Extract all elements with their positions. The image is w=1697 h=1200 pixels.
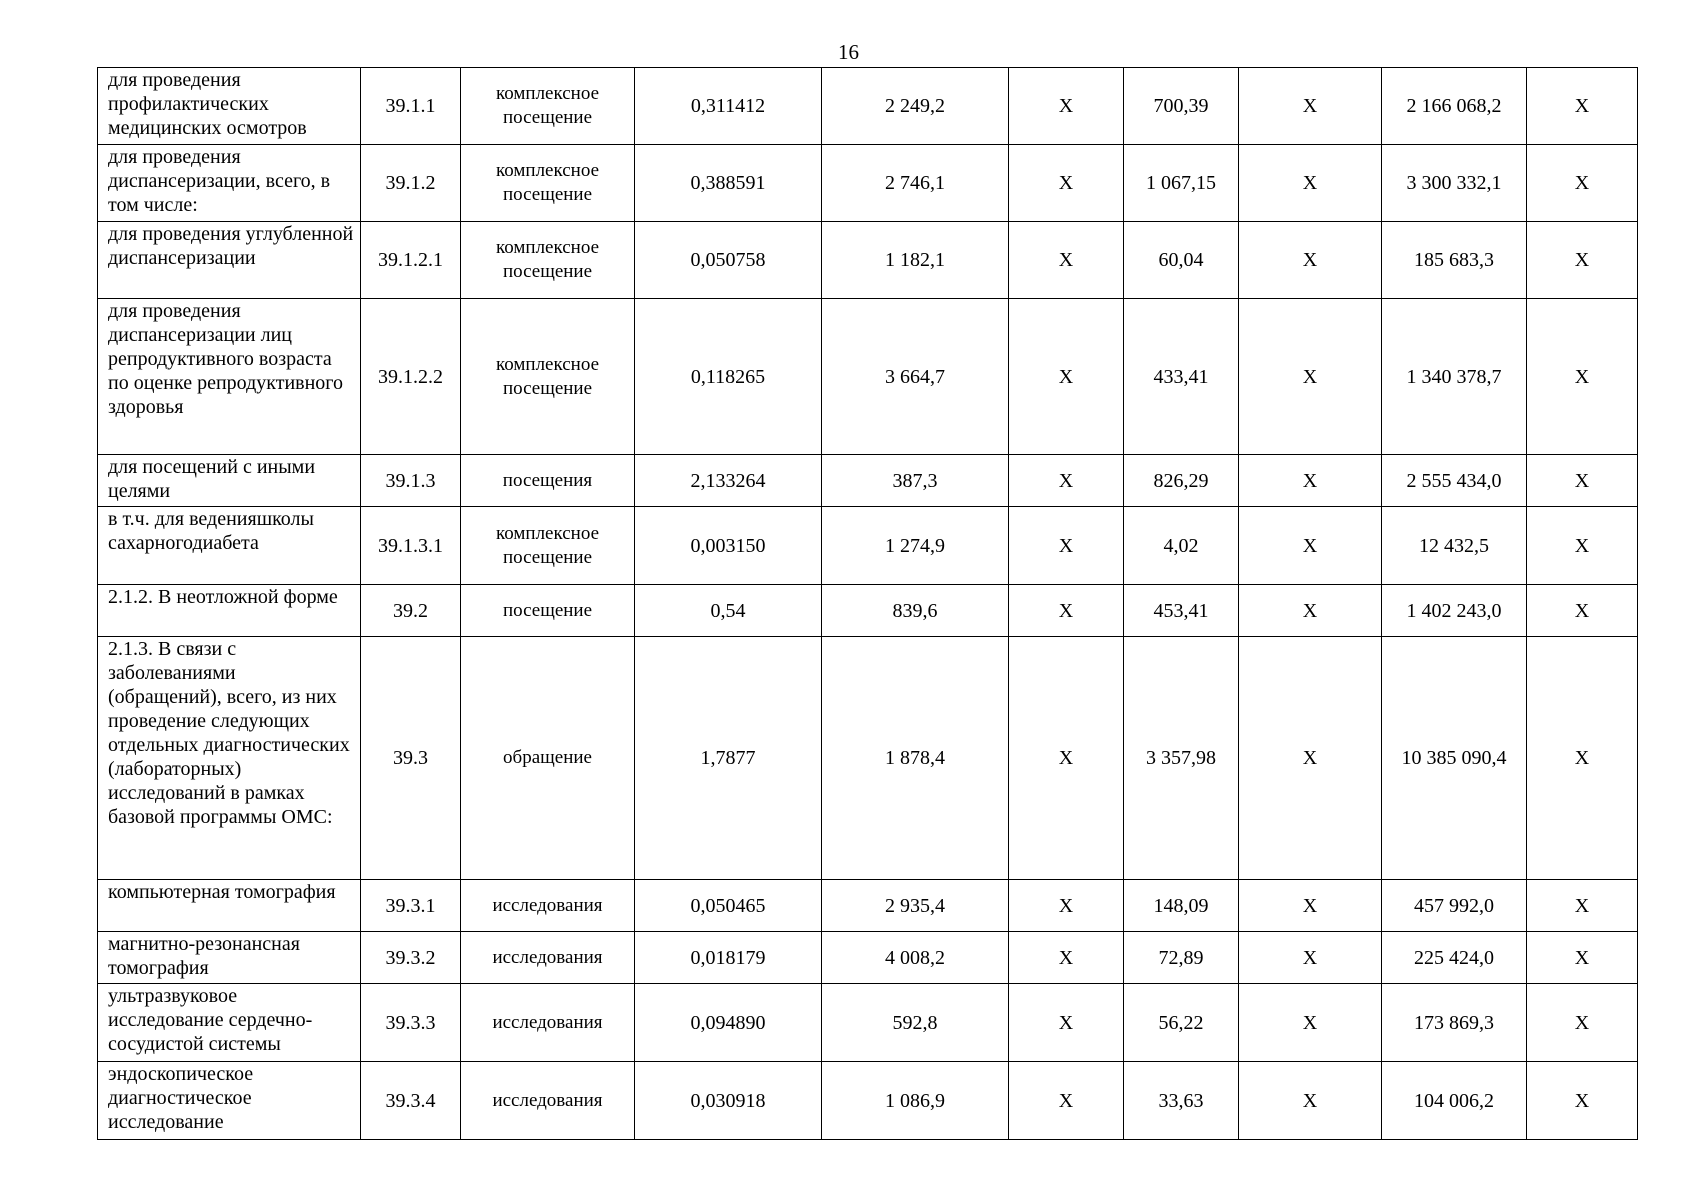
row-cost-cell: 592,8: [822, 984, 1009, 1062]
row-code-cell: 39.1.2: [361, 145, 461, 222]
row-total-cell: 10 385 090,4: [1382, 637, 1527, 880]
row-norm-cell: 0,311412: [635, 68, 822, 145]
table-row: [98, 455, 1638, 507]
row-cost-cell: 2 746,1: [822, 145, 1009, 222]
row-norm-cell: 2,133264: [635, 455, 822, 507]
row-cost-cell: 3 664,7: [822, 299, 1009, 455]
row-x-cell: Х: [1527, 455, 1638, 507]
row-total-cell: 185 683,3: [1382, 222, 1527, 299]
row-x-cell: Х: [1527, 880, 1638, 932]
row-unit-cell: исследования: [461, 984, 635, 1062]
table-row: [98, 984, 1638, 1062]
row-x-cell: Х: [1009, 455, 1124, 507]
row-total-cell: 3 300 332,1: [1382, 145, 1527, 222]
row-x-cell: Х: [1527, 984, 1638, 1062]
row-name-cell: компьютерная томография: [98, 880, 361, 932]
row-unit-cell: посещения: [461, 455, 635, 507]
row-norm-cell: 0,094890: [635, 984, 822, 1062]
row-x-cell: Х: [1239, 455, 1382, 507]
row-code-cell: 39.1.1: [361, 68, 461, 145]
row-per-capita-cell: 433,41: [1124, 299, 1239, 455]
row-code-cell: 39.1.3: [361, 455, 461, 507]
row-x-cell: Х: [1239, 507, 1382, 585]
row-per-capita-cell: 4,02: [1124, 507, 1239, 585]
row-x-cell: Х: [1239, 299, 1382, 455]
row-code-cell: 39.1.2.1: [361, 222, 461, 299]
row-x-cell: Х: [1527, 507, 1638, 585]
table-row: [98, 299, 1638, 455]
row-x-cell: Х: [1527, 222, 1638, 299]
row-norm-cell: 0,050758: [635, 222, 822, 299]
row-x-cell: Х: [1239, 68, 1382, 145]
data-table: [97, 67, 1638, 1140]
table-row: [98, 880, 1638, 932]
row-name-cell: 2.1.2. В неотложной форме: [98, 585, 361, 637]
row-norm-cell: 0,003150: [635, 507, 822, 585]
row-name-cell: для проведения диспансеризации, всего, в том числе:: [98, 145, 361, 222]
row-code-cell: 39.3.1: [361, 880, 461, 932]
row-code-cell: 39.3.2: [361, 932, 461, 984]
row-per-capita-cell: 72,89: [1124, 932, 1239, 984]
row-total-cell: 104 006,2: [1382, 1062, 1527, 1140]
row-total-cell: 2 166 068,2: [1382, 68, 1527, 145]
row-per-capita-cell: 453,41: [1124, 585, 1239, 637]
row-per-capita-cell: 60,04: [1124, 222, 1239, 299]
row-name-cell: для проведения профилактических медицинских осмотров: [98, 68, 361, 145]
row-unit-cell: исследования: [461, 932, 635, 984]
row-code-cell: 39.3: [361, 637, 461, 880]
row-x-cell: Х: [1239, 585, 1382, 637]
row-total-cell: 1 402 243,0: [1382, 585, 1527, 637]
row-x-cell: Х: [1009, 880, 1124, 932]
row-total-cell: 2 555 434,0: [1382, 455, 1527, 507]
row-code-cell: 39.3.3: [361, 984, 461, 1062]
row-x-cell: Х: [1527, 585, 1638, 637]
row-total-cell: 12 432,5: [1382, 507, 1527, 585]
row-x-cell: Х: [1527, 299, 1638, 455]
row-norm-cell: 0,018179: [635, 932, 822, 984]
row-name-cell: 2.1.3. В связи с заболеваниями (обращений), всего, из них проведение следующих отдельных диагностических (лабораторных) исследований в рамках базовой программы ОМС:: [98, 637, 361, 880]
row-per-capita-cell: 826,29: [1124, 455, 1239, 507]
row-x-cell: Х: [1527, 932, 1638, 984]
row-x-cell: Х: [1009, 145, 1124, 222]
row-name-cell: магнитно-резонансная томография: [98, 932, 361, 984]
table-row: [98, 637, 1638, 880]
row-cost-cell: 1 086,9: [822, 1062, 1009, 1140]
row-total-cell: 225 424,0: [1382, 932, 1527, 984]
table-row: [98, 1062, 1638, 1140]
table-body: [98, 68, 1638, 1140]
table-row: [98, 507, 1638, 585]
row-norm-cell: 1,7877: [635, 637, 822, 880]
row-unit-cell: комплексное посещение: [461, 222, 635, 299]
row-cost-cell: 4 008,2: [822, 932, 1009, 984]
row-x-cell: Х: [1239, 932, 1382, 984]
row-code-cell: 39.2: [361, 585, 461, 637]
row-unit-cell: посещение: [461, 585, 635, 637]
row-total-cell: 457 992,0: [1382, 880, 1527, 932]
row-unit-cell: комплексное посещение: [461, 68, 635, 145]
row-total-cell: 1 340 378,7: [1382, 299, 1527, 455]
table-row: [98, 222, 1638, 299]
row-x-cell: Х: [1527, 145, 1638, 222]
row-unit-cell: обращение: [461, 637, 635, 880]
table-row: [98, 68, 1638, 145]
row-x-cell: Х: [1009, 299, 1124, 455]
row-x-cell: Х: [1527, 637, 1638, 880]
row-x-cell: Х: [1239, 637, 1382, 880]
row-per-capita-cell: 148,09: [1124, 880, 1239, 932]
row-name-cell: эндоскопическое диагностическое исследование: [98, 1062, 361, 1140]
row-x-cell: Х: [1239, 880, 1382, 932]
row-x-cell: Х: [1239, 984, 1382, 1062]
row-norm-cell: 0,030918: [635, 1062, 822, 1140]
row-per-capita-cell: 33,63: [1124, 1062, 1239, 1140]
row-x-cell: Х: [1009, 222, 1124, 299]
row-code-cell: 39.1.2.2: [361, 299, 461, 455]
row-name-cell: для проведения углубленной диспансеризации: [98, 222, 361, 299]
row-per-capita-cell: 700,39: [1124, 68, 1239, 145]
row-x-cell: Х: [1009, 984, 1124, 1062]
row-code-cell: 39.3.4: [361, 1062, 461, 1140]
row-x-cell: Х: [1009, 1062, 1124, 1140]
row-x-cell: Х: [1009, 637, 1124, 880]
row-x-cell: Х: [1239, 145, 1382, 222]
row-name-cell: в т.ч. для веденияшколы сахарногодиабета: [98, 507, 361, 585]
row-cost-cell: 1 878,4: [822, 637, 1009, 880]
row-cost-cell: 1 274,9: [822, 507, 1009, 585]
row-name-cell: для проведения диспансеризации лиц репродуктивного возраста по оценке репродуктивного здоровья: [98, 299, 361, 455]
row-unit-cell: комплексное посещение: [461, 299, 635, 455]
table-row: [98, 932, 1638, 984]
row-cost-cell: 1 182,1: [822, 222, 1009, 299]
row-per-capita-cell: 1 067,15: [1124, 145, 1239, 222]
row-cost-cell: 2 935,4: [822, 880, 1009, 932]
row-unit-cell: комплексное посещение: [461, 145, 635, 222]
row-x-cell: Х: [1239, 1062, 1382, 1140]
row-norm-cell: 0,388591: [635, 145, 822, 222]
row-x-cell: Х: [1527, 68, 1638, 145]
row-per-capita-cell: 56,22: [1124, 984, 1239, 1062]
table-row: [98, 585, 1638, 637]
row-norm-cell: 0,54: [635, 585, 822, 637]
row-total-cell: 173 869,3: [1382, 984, 1527, 1062]
row-code-cell: 39.1.3.1: [361, 507, 461, 585]
row-x-cell: Х: [1009, 932, 1124, 984]
table-row: [98, 145, 1638, 222]
row-unit-cell: комплексное посещение: [461, 507, 635, 585]
row-x-cell: Х: [1009, 507, 1124, 585]
row-name-cell: для посещений с иными целями: [98, 455, 361, 507]
row-x-cell: Х: [1239, 222, 1382, 299]
row-norm-cell: 0,050465: [635, 880, 822, 932]
page-number: 16: [838, 40, 859, 64]
row-per-capita-cell: 3 357,98: [1124, 637, 1239, 880]
row-x-cell: Х: [1009, 585, 1124, 637]
row-unit-cell: исследования: [461, 880, 635, 932]
row-cost-cell: 2 249,2: [822, 68, 1009, 145]
row-x-cell: Х: [1009, 68, 1124, 145]
row-x-cell: Х: [1527, 1062, 1638, 1140]
row-name-cell: ультразвуковое исследование сердечно-сосудистой системы: [98, 984, 361, 1062]
row-unit-cell: исследования: [461, 1062, 635, 1140]
row-cost-cell: 839,6: [822, 585, 1009, 637]
row-norm-cell: 0,118265: [635, 299, 822, 455]
row-cost-cell: 387,3: [822, 455, 1009, 507]
